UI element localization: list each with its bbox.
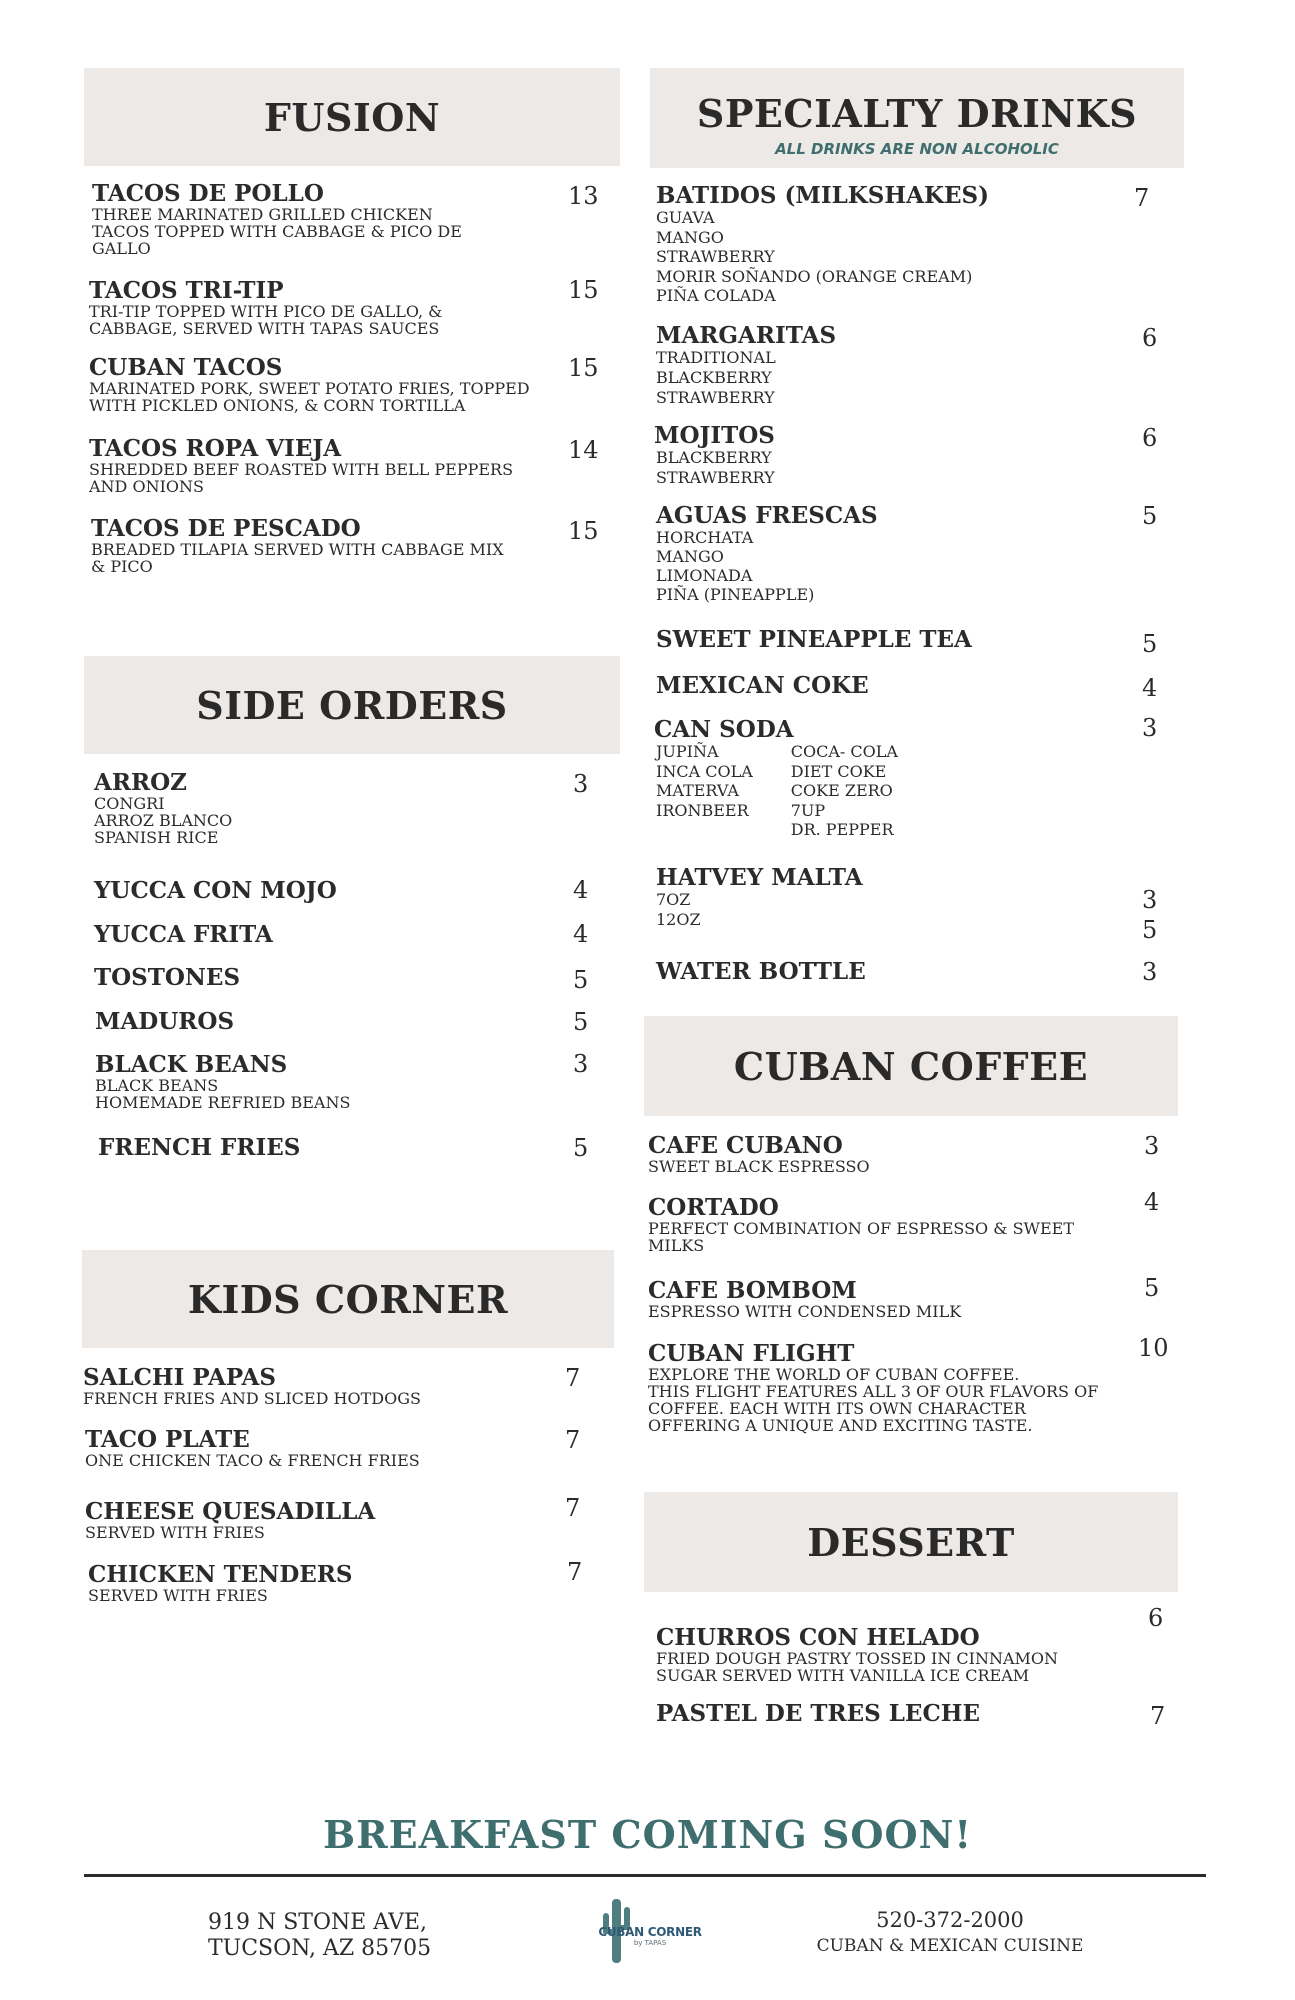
soda-option: COKE ZERO bbox=[790, 781, 893, 800]
menu-item-tostones bbox=[94, 966, 240, 990]
item-price: 5 bbox=[1142, 630, 1158, 658]
size-option: 12OZ bbox=[656, 910, 701, 929]
item-price: 5 bbox=[573, 1008, 589, 1036]
logo-subtext: by TAPAS bbox=[633, 1939, 667, 1947]
menu-item-chicken-tenders bbox=[88, 1563, 568, 1604]
item-name: CHEESE QUESADILLA bbox=[85, 1498, 376, 1525]
menu-item-sweet-pineapple-tea bbox=[656, 628, 972, 652]
address-line1: 919 N STONE AVE, bbox=[208, 1910, 428, 1935]
menu-item-batidos bbox=[656, 184, 1156, 306]
cuban-coffee-title: CUBAN COFFEE bbox=[733, 1043, 1089, 1089]
item-description bbox=[89, 380, 629, 414]
item-name: MADUROS bbox=[95, 1008, 235, 1035]
item-price: 3 bbox=[1142, 886, 1158, 914]
menu-item-water-bottle bbox=[656, 960, 866, 984]
desc-line: BREADED TILAPIA SERVED WITH CABBAGE MIX bbox=[91, 540, 504, 559]
item-price: 15 bbox=[568, 354, 599, 382]
desc-line: MILKS bbox=[648, 1236, 705, 1255]
item-price: 6 bbox=[1148, 1604, 1164, 1632]
desc-line: FRIED DOUGH PASTRY TOSSED IN CINNAMON bbox=[656, 1649, 1059, 1668]
specialty-drinks-title: SPECIALTY DRINKS bbox=[696, 90, 1138, 136]
item-price: 4 bbox=[1142, 674, 1158, 702]
menu-item-cafe-cubano bbox=[648, 1134, 1128, 1175]
menu-item-cuban-tacos bbox=[89, 356, 629, 414]
desc-line: TRADITIONAL bbox=[656, 348, 776, 367]
item-description bbox=[656, 208, 1156, 306]
desc-line: WITH PICKLED ONIONS, & CORN TORTILLA bbox=[89, 396, 466, 415]
item-price: 6 bbox=[1142, 424, 1158, 452]
desc-line: BLACKBERRY bbox=[656, 368, 772, 387]
item-price: 14 bbox=[568, 436, 599, 464]
item-price: 7 bbox=[1134, 184, 1150, 212]
item-name: TOSTONES bbox=[94, 964, 241, 991]
desc-line: FRENCH FRIES AND SLICED HOTDOGS bbox=[83, 1389, 421, 1408]
size-option: 7OZ bbox=[656, 890, 691, 909]
item-description bbox=[88, 1587, 568, 1604]
item-description bbox=[656, 890, 1136, 930]
item-price: 7 bbox=[565, 1364, 581, 1392]
cuisine-tagline: CUBAN & MEXICAN CUISINE bbox=[816, 1936, 1084, 1956]
desc-line: HOMEMADE REFRIED BEANS bbox=[95, 1093, 351, 1112]
item-description bbox=[91, 541, 611, 575]
desc-line: THIS FLIGHT FEATURES ALL 3 OF OUR FLAVORS OF bbox=[648, 1382, 1099, 1401]
item-price: 5 bbox=[1142, 916, 1158, 944]
item-description bbox=[95, 1077, 575, 1111]
menu-item-aguas-frescas bbox=[656, 504, 1136, 604]
desc-line: PIÑA (PINEAPPLE) bbox=[656, 585, 815, 604]
item-name: CHICKEN TENDERS bbox=[88, 1561, 353, 1588]
desc-line: CONGRI bbox=[94, 794, 165, 813]
menu-item-cafe-bombom bbox=[648, 1279, 1128, 1320]
fusion-title: FUSION bbox=[263, 94, 441, 140]
menu-item-cortado bbox=[648, 1196, 1168, 1254]
desc-line: MANGO bbox=[656, 227, 724, 247]
fusion-banner bbox=[84, 68, 620, 166]
desc-line: TACOS TOPPED WITH CABBAGE & PICO DE bbox=[92, 222, 462, 241]
desc-line: GUAVA bbox=[656, 208, 715, 227]
menu-item-salchi-papas bbox=[83, 1366, 563, 1407]
item-name: SALCHI PAPAS bbox=[83, 1364, 276, 1391]
cuban-corner-logo bbox=[595, 1895, 705, 1965]
item-name: AGUAS FRESCAS bbox=[656, 502, 878, 529]
menu-item-cuban-flight bbox=[648, 1342, 1188, 1434]
menu-item-hatvey-malta bbox=[656, 866, 1136, 930]
item-description bbox=[656, 1650, 1176, 1684]
desc-line: SHREDDED BEEF ROASTED WITH BELL PEPPERS bbox=[89, 460, 514, 479]
menu-item-tacos-de-pescado bbox=[91, 517, 611, 575]
item-name: CAFE BOMBOM bbox=[648, 1277, 857, 1304]
menu-item-yucca-frita bbox=[94, 923, 273, 947]
soda-option: COCA- COLA bbox=[790, 742, 898, 761]
item-description bbox=[94, 795, 574, 846]
item-price: 3 bbox=[1142, 714, 1158, 742]
desc-line: STRAWBERRY bbox=[656, 247, 775, 266]
menu-item-black-beans bbox=[95, 1053, 575, 1111]
item-price: 4 bbox=[573, 876, 589, 904]
breakfast-coming-soon: BREAKFAST COMING SOON! bbox=[322, 1812, 973, 1857]
item-description bbox=[89, 461, 609, 495]
menu-item-can-soda bbox=[654, 718, 1134, 840]
specialty-drinks-banner bbox=[650, 68, 1184, 168]
kids-corner-banner bbox=[82, 1250, 614, 1348]
desc-line: EXPLORE THE WORLD OF CUBAN COFFEE. bbox=[648, 1365, 1020, 1384]
item-description bbox=[85, 1452, 565, 1469]
item-name: CHURROS CON HELADO bbox=[656, 1624, 980, 1651]
item-description bbox=[656, 348, 1136, 408]
soda-option: INCA COLA bbox=[656, 761, 753, 781]
desc-line: CABBAGE, SERVED WITH TAPAS SAUCES bbox=[89, 319, 440, 338]
item-name: TACOS DE POLLO bbox=[92, 180, 324, 207]
desc-line: LIMONADA bbox=[656, 566, 753, 585]
side-orders-banner bbox=[84, 656, 620, 754]
item-price: 6 bbox=[1142, 324, 1158, 352]
desc-line: SERVED WITH FRIES bbox=[88, 1586, 268, 1605]
item-name: TACO PLATE bbox=[85, 1426, 250, 1453]
desc-line: COFFEE. EACH WITH ITS OWN CHARACTER bbox=[648, 1399, 1026, 1418]
item-price: 3 bbox=[1144, 1132, 1160, 1160]
phone-number: 520-372-2000 bbox=[876, 1908, 1024, 1932]
menu-item-churros bbox=[656, 1626, 1176, 1684]
dessert-banner bbox=[644, 1492, 1178, 1592]
logo-text: CUBAN CORNER bbox=[598, 1925, 702, 1939]
item-price: 5 bbox=[573, 966, 589, 994]
desc-line: OFFERING A UNIQUE AND EXCITING TASTE. bbox=[648, 1416, 1033, 1435]
address-line2: TUCSON, AZ 85705 bbox=[208, 1936, 432, 1961]
desc-line: THREE MARINATED GRILLED CHICKEN bbox=[92, 205, 433, 224]
item-price: 7 bbox=[565, 1426, 581, 1454]
item-price: 7 bbox=[567, 1558, 583, 1586]
item-description bbox=[83, 1390, 563, 1407]
menu-item-pastel-de-tres-leche bbox=[656, 1702, 980, 1726]
soda-option: DIET COKE bbox=[790, 761, 887, 781]
desc-line: MANGO bbox=[656, 547, 724, 566]
desc-line: BLACKBERRY bbox=[656, 448, 772, 467]
desc-line: MORIR SOÑANDO (ORANGE CREAM) bbox=[656, 266, 973, 286]
desc-line: SUGAR SERVED WITH VANILLA ICE CREAM bbox=[656, 1666, 1030, 1685]
menu-item-tacos-de-pollo bbox=[92, 182, 592, 257]
item-description bbox=[92, 206, 592, 257]
item-description bbox=[85, 1524, 565, 1541]
item-description bbox=[648, 1366, 1188, 1434]
desc-line: ARROZ BLANCO bbox=[94, 811, 233, 830]
contact-info bbox=[790, 1906, 1110, 1958]
item-name: HATVEY MALTA bbox=[656, 864, 863, 891]
item-price: 13 bbox=[568, 182, 599, 210]
item-price: 3 bbox=[573, 1050, 589, 1078]
item-name: BLACK BEANS bbox=[95, 1051, 288, 1078]
item-price: 5 bbox=[573, 1134, 589, 1162]
item-name: CAN SODA bbox=[654, 716, 794, 743]
item-name: YUCCA FRITA bbox=[94, 921, 273, 948]
item-name: TACOS ROPA VIEJA bbox=[89, 435, 342, 462]
item-name: BATIDOS (MILKSHAKES) bbox=[656, 182, 989, 209]
item-price: 3 bbox=[573, 770, 589, 798]
desc-line: MARINATED PORK, SWEET POTATO FRIES, TOPPED bbox=[89, 379, 530, 398]
item-price: 10 bbox=[1138, 1334, 1169, 1362]
desc-line: ESPRESSO WITH CONDENSED MILK bbox=[648, 1302, 962, 1321]
item-price: 3 bbox=[1142, 958, 1158, 986]
soda-options-right bbox=[791, 742, 898, 840]
item-name: YUCCA CON MOJO bbox=[94, 877, 337, 904]
soda-option: JUPIÑA bbox=[656, 742, 719, 761]
item-name: MOJITOS bbox=[654, 422, 775, 449]
desc-line: AND ONIONS bbox=[89, 477, 204, 496]
cuban-coffee-banner bbox=[644, 1016, 1178, 1116]
item-name: WATER BOTTLE bbox=[656, 958, 866, 985]
menu-item-taco-plate bbox=[85, 1428, 565, 1469]
address bbox=[208, 1910, 431, 1962]
item-description bbox=[648, 1303, 1128, 1320]
menu-item-yucca-con-mojo bbox=[94, 879, 337, 903]
item-price: 5 bbox=[1142, 502, 1158, 530]
desc-line: TRI-TIP TOPPED WITH PICO DE GALLO, & bbox=[89, 302, 443, 321]
soda-options bbox=[656, 742, 1134, 840]
desc-line: SWEET BLACK ESPRESSO bbox=[648, 1157, 870, 1176]
item-name: CORTADO bbox=[648, 1194, 779, 1221]
soda-option: DR. PEPPER bbox=[790, 820, 894, 839]
menu-item-mexican-coke bbox=[656, 674, 869, 698]
item-price: 7 bbox=[565, 1494, 581, 1522]
menu-item-arroz bbox=[94, 771, 574, 846]
menu-item-cheese-quesadilla bbox=[85, 1500, 565, 1541]
soda-option: MATERVA bbox=[656, 781, 739, 800]
menu-item-margaritas bbox=[656, 324, 1136, 408]
desc-line: SPANISH RICE bbox=[94, 828, 219, 847]
desc-line: STRAWBERRY bbox=[656, 388, 775, 407]
item-description bbox=[656, 448, 1134, 488]
item-name: MARGARITAS bbox=[656, 322, 837, 349]
item-name: SWEET PINEAPPLE TEA bbox=[656, 626, 972, 653]
soda-option: 7UP bbox=[790, 800, 826, 820]
item-name: CAFE CUBANO bbox=[648, 1132, 843, 1159]
desc-line: PIÑA COLADA bbox=[656, 286, 776, 305]
item-price: 5 bbox=[1144, 1274, 1160, 1302]
item-name: PASTEL DE TRES LECHE bbox=[656, 1700, 981, 1727]
item-name: ARROZ bbox=[94, 769, 187, 796]
item-description bbox=[648, 1220, 1168, 1254]
desc-line: PERFECT COMBINATION OF ESPRESSO & SWEET bbox=[648, 1219, 1075, 1238]
item-price: 15 bbox=[568, 276, 599, 304]
item-price: 15 bbox=[568, 517, 599, 545]
item-name: CUBAN FLIGHT bbox=[648, 1340, 855, 1367]
dessert-title: DESSERT bbox=[807, 1519, 1015, 1565]
item-price: 7 bbox=[1150, 1702, 1166, 1730]
item-description bbox=[656, 528, 1136, 604]
desc-line: BLACK BEANS bbox=[95, 1076, 219, 1095]
item-name: MEXICAN COKE bbox=[656, 672, 869, 699]
footer-divider bbox=[84, 1874, 1206, 1877]
soda-options-left bbox=[656, 742, 753, 840]
menu-item-tacos-ropa-vieja bbox=[89, 437, 609, 495]
item-description bbox=[648, 1158, 1128, 1175]
desc-line: & PICO bbox=[91, 557, 153, 576]
desc-line: STRAWBERRY bbox=[656, 468, 775, 487]
desc-line: SERVED WITH FRIES bbox=[85, 1523, 265, 1542]
desc-line: GALLO bbox=[92, 239, 151, 258]
menu-item-tacos-tri-tip bbox=[89, 279, 609, 337]
desc-line: ONE CHICKEN TACO & FRENCH FRIES bbox=[85, 1451, 420, 1470]
menu-item-maduros bbox=[95, 1010, 234, 1034]
item-description bbox=[89, 303, 609, 337]
item-price: 4 bbox=[573, 920, 589, 948]
item-name: CUBAN TACOS bbox=[89, 354, 283, 381]
item-name: TACOS TRI-TIP bbox=[89, 277, 284, 304]
item-name: TACOS DE PESCADO bbox=[91, 515, 361, 542]
item-price: 4 bbox=[1144, 1188, 1160, 1216]
menu-item-mojitos bbox=[654, 424, 1134, 488]
kids-corner-title: KIDS CORNER bbox=[187, 1276, 509, 1322]
side-orders-title: SIDE ORDERS bbox=[196, 682, 508, 728]
soda-option: IRONBEER bbox=[656, 800, 749, 820]
desc-line: HORCHATA bbox=[656, 528, 754, 547]
item-name: FRENCH FRIES bbox=[98, 1134, 301, 1161]
menu-item-french-fries bbox=[98, 1136, 300, 1160]
non-alcoholic-note: ALL DRINKS ARE NON ALCOHOLIC bbox=[775, 139, 1059, 158]
